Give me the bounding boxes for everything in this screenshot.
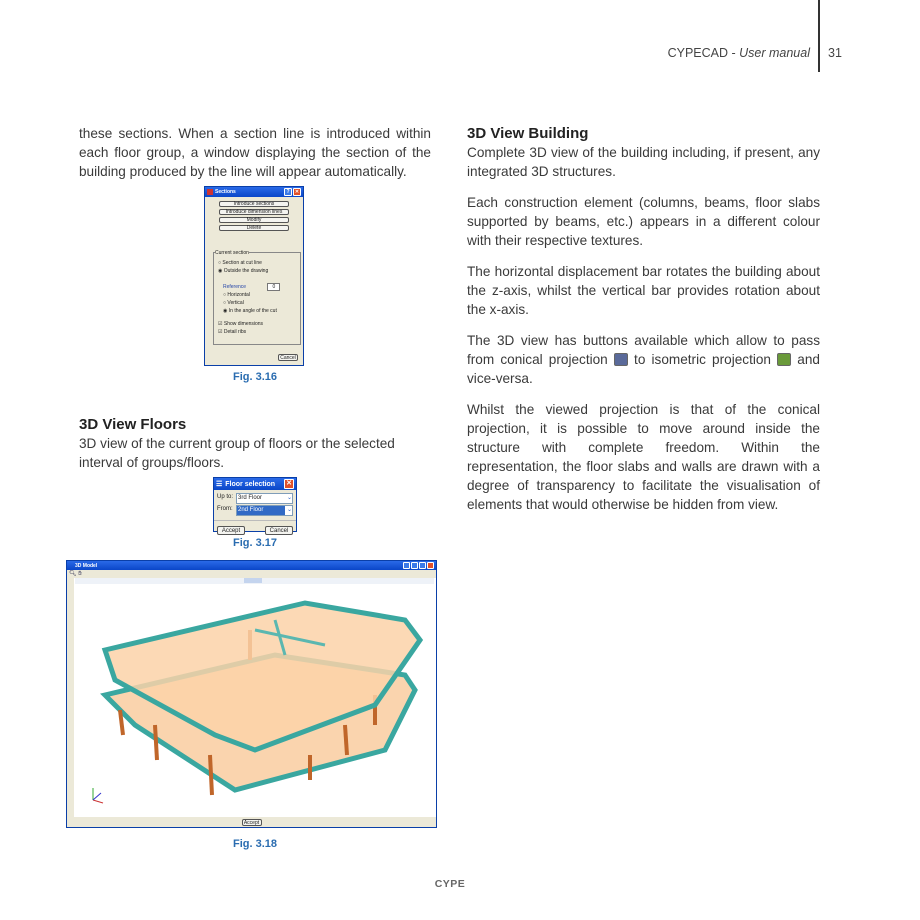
fig-caption: Fig. 3.17	[233, 537, 278, 549]
fig-caption: Fig. 3.16	[233, 371, 278, 383]
dialog-title: Floor selection	[225, 480, 276, 488]
sections-titlebar	[205, 187, 303, 197]
paragraph: Complete 3D view of the building including, if present, any integrated 3D structures.	[467, 145, 820, 179]
radio-label: In the angle of the cut	[228, 308, 277, 315]
reference-label: Reference	[223, 283, 247, 290]
paragraph: The horizontal displacement bar rotates the building about the z-axis, whilst the vertical bar provides rotation about the x-axis.	[467, 264, 820, 317]
group-label: Current section	[215, 250, 249, 256]
dialog-title: Sections	[215, 189, 236, 195]
reference-row	[218, 283, 296, 291]
text: and vice-versa.	[467, 352, 820, 386]
menu-icon: ☰	[216, 481, 223, 488]
fig-caption: Fig. 3.18	[233, 838, 278, 850]
axis-icon	[93, 788, 103, 803]
upto-label: Up to:	[217, 494, 234, 500]
close-button[interactable]: ✕	[284, 479, 294, 489]
restore-button[interactable]	[419, 562, 426, 569]
pan-icon[interactable]: ✋︎	[78, 571, 82, 577]
running-header	[668, 46, 810, 60]
from-select[interactable]	[236, 505, 293, 516]
radio-section-at-cut[interactable]: ○ Section at cut line	[218, 260, 262, 266]
app-icon	[207, 189, 213, 195]
modify-button[interactable]: Modify	[219, 217, 289, 223]
radio-label: Vertical	[227, 300, 244, 307]
delete-button[interactable]: Delete	[219, 225, 289, 231]
checkbox-label: Detail ribs	[223, 329, 247, 336]
header-divider	[818, 0, 820, 72]
floor-titlebar	[214, 478, 296, 490]
minimize-button[interactable]	[411, 562, 418, 569]
help-button[interactable]	[403, 562, 410, 569]
footer: CYPE	[434, 878, 466, 890]
paragraph: Each construction element (columns, beams, floor slabs supported by beams, etc.) appears in a different colour with their respective textures.	[467, 195, 820, 248]
select-value: 3rd Floor	[238, 495, 263, 501]
floor-selection-dialog	[213, 477, 297, 532]
introduce-dimension-lines-button[interactable]: Introduce dimension lines	[219, 209, 289, 215]
text: The 3D view has buttons available which allow to pass from conical projection	[467, 333, 820, 367]
chevron-down-icon: ⌄	[286, 507, 292, 513]
upto-select[interactable]	[236, 493, 293, 504]
from-label: From:	[217, 506, 233, 512]
left-intro: these sections. When a section line is introduced within each floor group, a window displaying the section of the building produced by the line will appear automatically.	[79, 126, 431, 179]
zoom-icon[interactable]: 🔍︎	[69, 571, 77, 577]
conical-projection-icon	[614, 353, 628, 366]
current-section-group	[213, 252, 301, 345]
radio-vertical[interactable]: ○ Vertical	[223, 300, 244, 307]
paragraph-projection	[467, 331, 820, 388]
radio-angle-of-cut[interactable]: ◉ In the angle of the cut	[223, 308, 277, 315]
checkbox-show-dimensions[interactable]: ☑ Show dimensions	[218, 320, 264, 327]
radio-horizontal[interactable]: ○ Horizontal	[223, 291, 250, 298]
isometric-projection-icon	[777, 353, 791, 366]
radio-label: Section at cut line	[222, 260, 262, 266]
close-button[interactable]	[427, 562, 434, 569]
close-button[interactable]: ✕	[294, 189, 300, 195]
cancel-button[interactable]: Cancel	[265, 526, 293, 535]
text: to isometric projection	[627, 352, 778, 367]
horizontal-scrollbar[interactable]	[75, 578, 434, 584]
header-sep: -	[728, 46, 740, 60]
introduce-sections-button[interactable]: Introduce sections	[219, 201, 289, 207]
right-column	[467, 124, 820, 526]
section-heading: 3D View Floors	[79, 416, 187, 433]
radio-label: Outside the drawing	[223, 268, 269, 275]
header-product: CYPECAD	[667, 46, 729, 60]
floors-text: 3D view of the current group of floors or the selected interval of groups/floors.	[79, 436, 395, 470]
accept-button[interactable]: Accept	[242, 819, 262, 826]
model-titlebar	[67, 561, 436, 570]
accept-button[interactable]: Accept	[217, 526, 245, 535]
help-button[interactable]: ?	[284, 188, 292, 196]
3d-model-window	[66, 560, 437, 828]
model-toolbar	[67, 570, 436, 578]
paragraph: Whilst the viewed projection is that of the conical projection, it is possible to move around inside the structure with complete freedom. Within the representation, the floor slabs and walls are drawn with a degree of transparency to facilitate the visualisation of elements that would otherwise be hidden from view.	[467, 402, 820, 512]
vertical-scrollbar[interactable]	[67, 578, 74, 818]
select-value: 2nd Floor	[237, 506, 285, 515]
chevron-down-icon: ⌄	[286, 495, 292, 501]
radio-outside-drawing[interactable]: ◉ Outside the drawing	[218, 268, 269, 275]
window-title: 3D Model	[75, 562, 98, 569]
building-3d-view[interactable]	[75, 585, 435, 815]
checkbox-label: Show dimensions	[223, 320, 264, 327]
sections-dialog	[204, 186, 304, 366]
checkbox-detail-ribs[interactable]: ☑ Detail ribs	[218, 329, 247, 336]
radio-label: Horizontal	[227, 291, 250, 298]
page-number: 31	[828, 46, 842, 60]
reference-input[interactable]: 0	[267, 283, 280, 291]
cancel-button[interactable]: Cancel	[278, 354, 298, 361]
header-manual: User manual	[739, 46, 810, 60]
section-heading: 3D View Building	[467, 125, 589, 142]
